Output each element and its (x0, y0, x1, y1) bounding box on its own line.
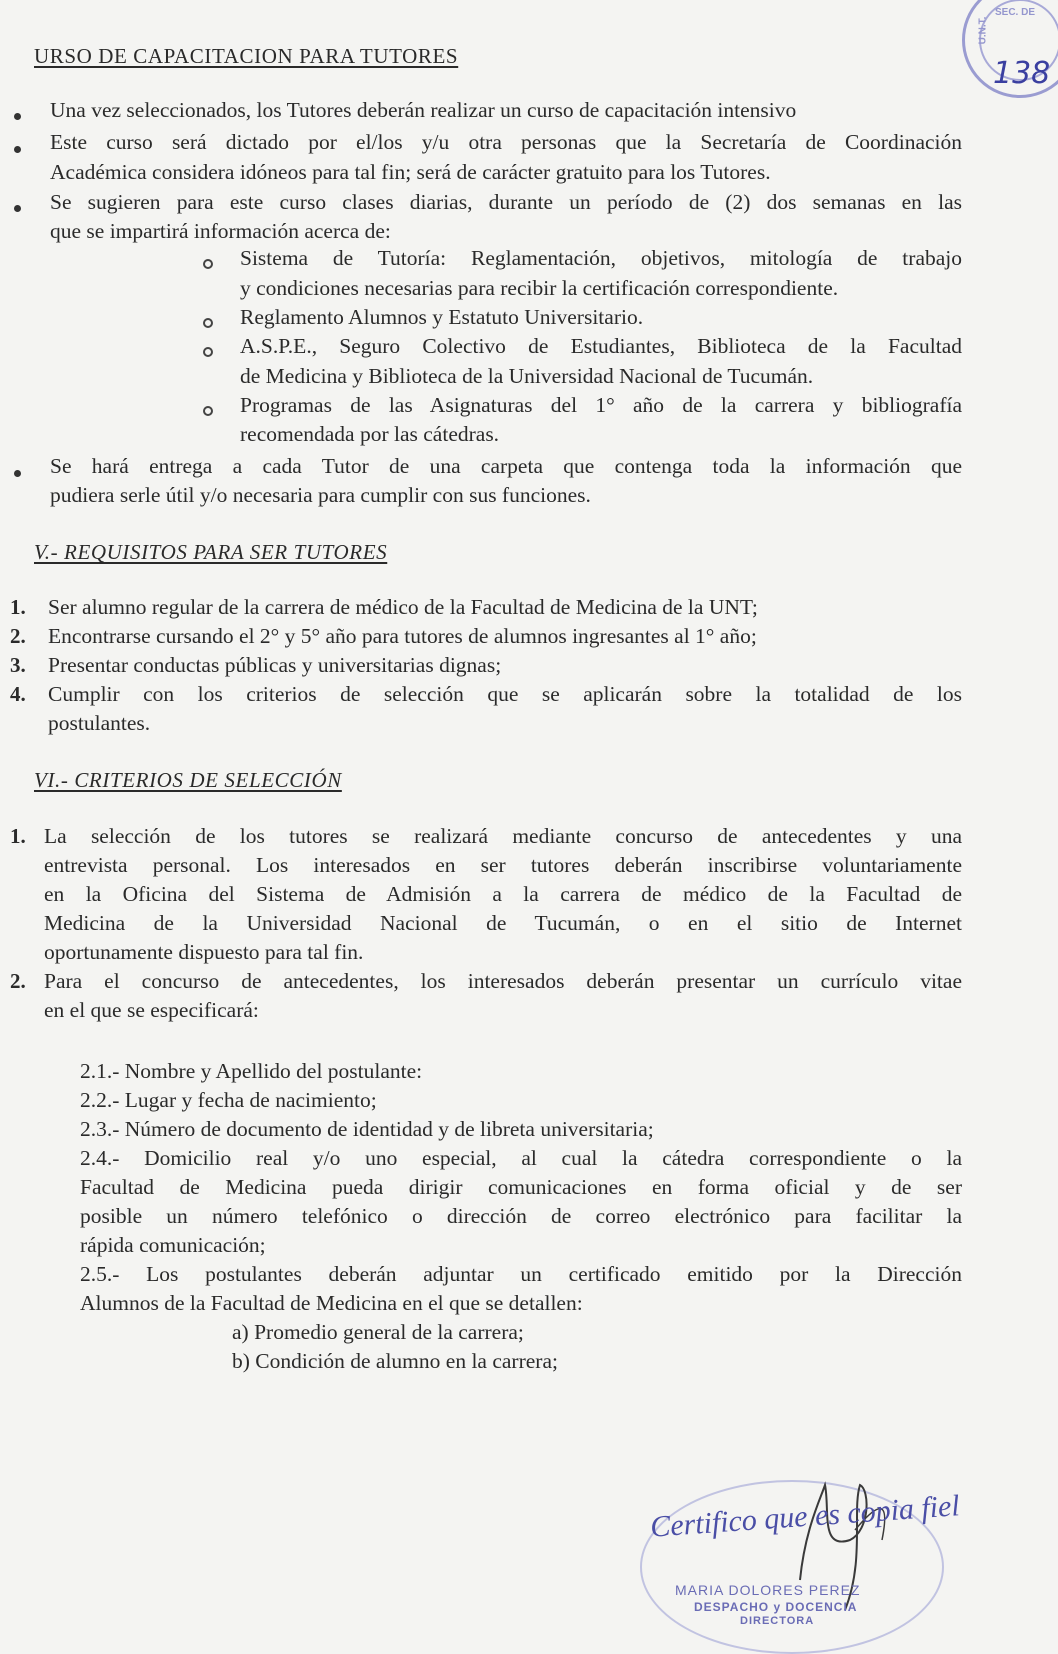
list-number: 2. (10, 624, 26, 648)
text-line: oportunamente dispuesto para tal fin. (44, 940, 364, 964)
list-number: 1. (10, 824, 26, 848)
text-line: Ser alumno regular de la carrera de médico de la Facultad de Medicina de la UNT; (48, 595, 758, 619)
certifier-name: MARIA DOLORES PEREZ (675, 1582, 861, 1598)
text-line: Académica considera idóneos para tal fin; será de carácter gratuito para los Tutores. (50, 160, 771, 184)
text-line: Medicina de la Universidad Nacional de Tucumán, o en el sitio de Internet (44, 911, 962, 935)
bullet (14, 205, 21, 212)
bullet (14, 113, 21, 120)
sub-bullet (203, 406, 213, 416)
sub-bullet (203, 347, 213, 357)
text-line: que se impartirá información acerca de: (50, 219, 391, 243)
text-line: b) Condición de alumno en la carrera; (232, 1349, 558, 1373)
bullet (14, 146, 21, 153)
text-line: en el que se especificará: (44, 998, 259, 1022)
text-line: 2.5.- Los postulantes deberán adjuntar un certificado emitido por la Dirección (80, 1262, 962, 1286)
handwritten-page-number: 138 (993, 56, 1051, 91)
text-line: Sistema de Tutoría: Reglamentación, objetivos, mitología de trabajo (240, 246, 962, 270)
text-line: Se hará entrega a cada Tutor de una carpeta que contenga toda la información que (50, 454, 962, 478)
text-line: Cumplir con los criterios de selección que se aplicarán sobre la totalidad de los (48, 682, 962, 706)
certification-stamp (620, 1470, 1050, 1628)
text-line: La selección de los tutores se realizará mediante concurso de antecedentes y una (44, 824, 962, 848)
list-number: 3. (10, 653, 26, 677)
list-number: 4. (10, 682, 26, 706)
text-line: 2.4.- Domicilio real y/o uno especial, al cual la cátedra correspondiente o la (80, 1146, 962, 1170)
text-line: en la Oficina del Sistema de Admisión a la carrera de médico de la Facultad de (44, 882, 962, 906)
text-line: Se sugieren para este curso clases diarias, durante un período de (2) dos semanas en las (50, 190, 962, 214)
text-line: Este curso será dictado por el/los y/u otra personas que la Secretaría de Coordinación (50, 130, 962, 154)
sub-bullet (203, 259, 213, 269)
text-line: Encontrarse cursando el 2° y 5° año para tutores de alumnos ingresantes al 1° año; (48, 624, 757, 648)
section-title-criterios: VI.- CRITERIOS DE SELECCIÓN (34, 768, 342, 792)
text-line: pudiera serle útil y/o necesaria para cumplir con sus funciones. (50, 483, 591, 507)
text-line: y condiciones necesarias para recibir la certificación correspondiente. (240, 276, 839, 300)
text-line: recomendada por las cátedras. (240, 422, 500, 446)
stamp-side-text: U.N.T. (977, 16, 989, 45)
text-line: Alumnos de la Facultad de Medicina en el que se detallen: (80, 1291, 583, 1315)
stamp-top-text: SEC. DE (995, 7, 1036, 18)
certifier-role: DESPACHO y DOCENCIA (694, 1600, 858, 1614)
section-title-capacitacion: URSO DE CAPACITACION PARA TUTORES (34, 44, 459, 68)
text-line: A.S.P.E., Seguro Colectivo de Estudiantes, Biblioteca de la Facultad (240, 334, 962, 358)
text-line: a) Promedio general de la carrera; (232, 1320, 524, 1344)
text-line: rápida comunicación; (80, 1233, 266, 1257)
text-line: 2.2.- Lugar y fecha de nacimiento; (80, 1088, 377, 1112)
text-line: 2.1.- Nombre y Apellido del postulante: (80, 1059, 423, 1083)
list-number: 1. (10, 595, 26, 619)
text-line: Reglamento Alumnos y Estatuto Universitario. (240, 305, 644, 329)
text-line: Una vez seleccionados, los Tutores deberán realizar un curso de capacitación intensivo (50, 98, 797, 122)
text-line: Presentar conductas públicas y universitarias dignas; (48, 653, 502, 677)
bullet (14, 470, 21, 477)
text-line: Facultad de Medicina pueda dirigir comunicaciones en forma oficial y de ser (80, 1175, 962, 1199)
list-number: 2. (10, 969, 26, 993)
section-title-requisitos: V.- REQUISITOS PARA SER TUTORES (34, 540, 388, 564)
certifier-title: DIRECTORA (740, 1615, 815, 1627)
text-line: entrevista personal. Los interesados en ser tutores deberán inscribirse voluntariamente (44, 853, 962, 877)
text-line: posible un número telefónico o dirección de correo electrónico para facilitar la (80, 1204, 962, 1228)
text-line: Programas de las Asignaturas del 1° año de la carrera y bibliografía (240, 393, 962, 417)
certification-script: Certifico que es copia fiel (649, 1489, 961, 1544)
text-line: Para el concurso de antecedentes, los interesados deberán presentar un currículo vitae (44, 969, 962, 993)
text-line: de Medicina y Biblioteca de la Universidad Nacional de Tucumán. (240, 364, 814, 388)
text-line: 2.3.- Número de documento de identidad y de libreta universitaria; (80, 1117, 654, 1141)
text-line: postulantes. (48, 711, 151, 735)
sub-bullet (203, 318, 213, 328)
